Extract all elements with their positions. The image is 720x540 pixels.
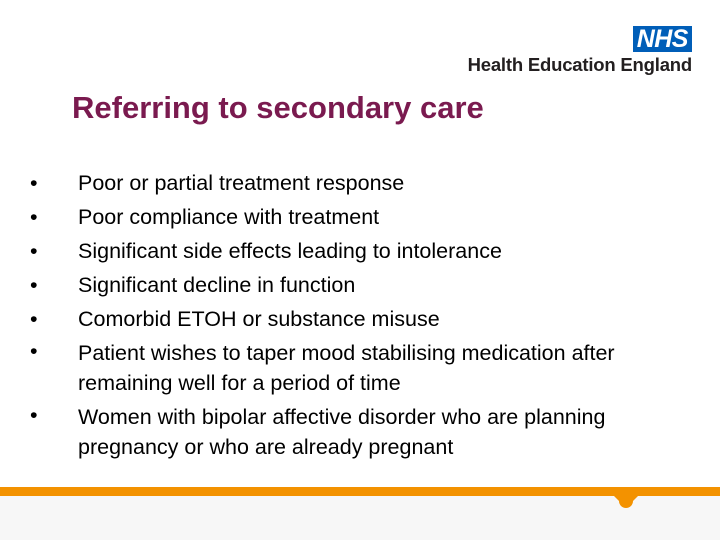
bullet-dot-icon: •: [30, 307, 38, 331]
bullet-text: Significant side effects leading to intolerance: [78, 239, 502, 263]
bullet-text: Significant decline in function: [78, 273, 356, 297]
bullet-item: [30, 234, 700, 268]
nhs-hee-logo: [442, 26, 692, 76]
bullet-dot-icon: •: [30, 205, 38, 229]
bullet-dot-icon: •: [30, 273, 38, 297]
bullet-text: Patient wishes to taper mood stabilising medication after remaining well for a period of time: [78, 341, 615, 395]
bullet-text: Women with bipolar affective disorder who are planning pregnancy or who are already pregnant: [78, 405, 606, 459]
bullet-item: [30, 336, 700, 400]
bullet-item: [30, 200, 700, 234]
organisation-name: Health Education England: [467, 54, 692, 75]
bullet-list: [30, 166, 700, 464]
bullet-text: Comorbid ETOH or substance misuse: [78, 307, 440, 331]
bullet-text: Poor compliance with treatment: [78, 205, 380, 229]
nhs-badge: NHS: [633, 26, 692, 52]
bullet-item: [30, 166, 700, 200]
bullet-dot-icon: •: [30, 339, 38, 363]
bullet-dot-icon: •: [30, 171, 38, 195]
bullet-item: [30, 302, 700, 336]
bullet-text: Poor or partial treatment response: [78, 171, 405, 195]
bullet-dot-icon: •: [30, 403, 38, 427]
bullet-item: [30, 400, 700, 464]
bullet-item: [30, 268, 700, 302]
bullet-dot-icon: •: [30, 239, 38, 263]
slide-title: Referring to secondary care: [72, 90, 484, 125]
